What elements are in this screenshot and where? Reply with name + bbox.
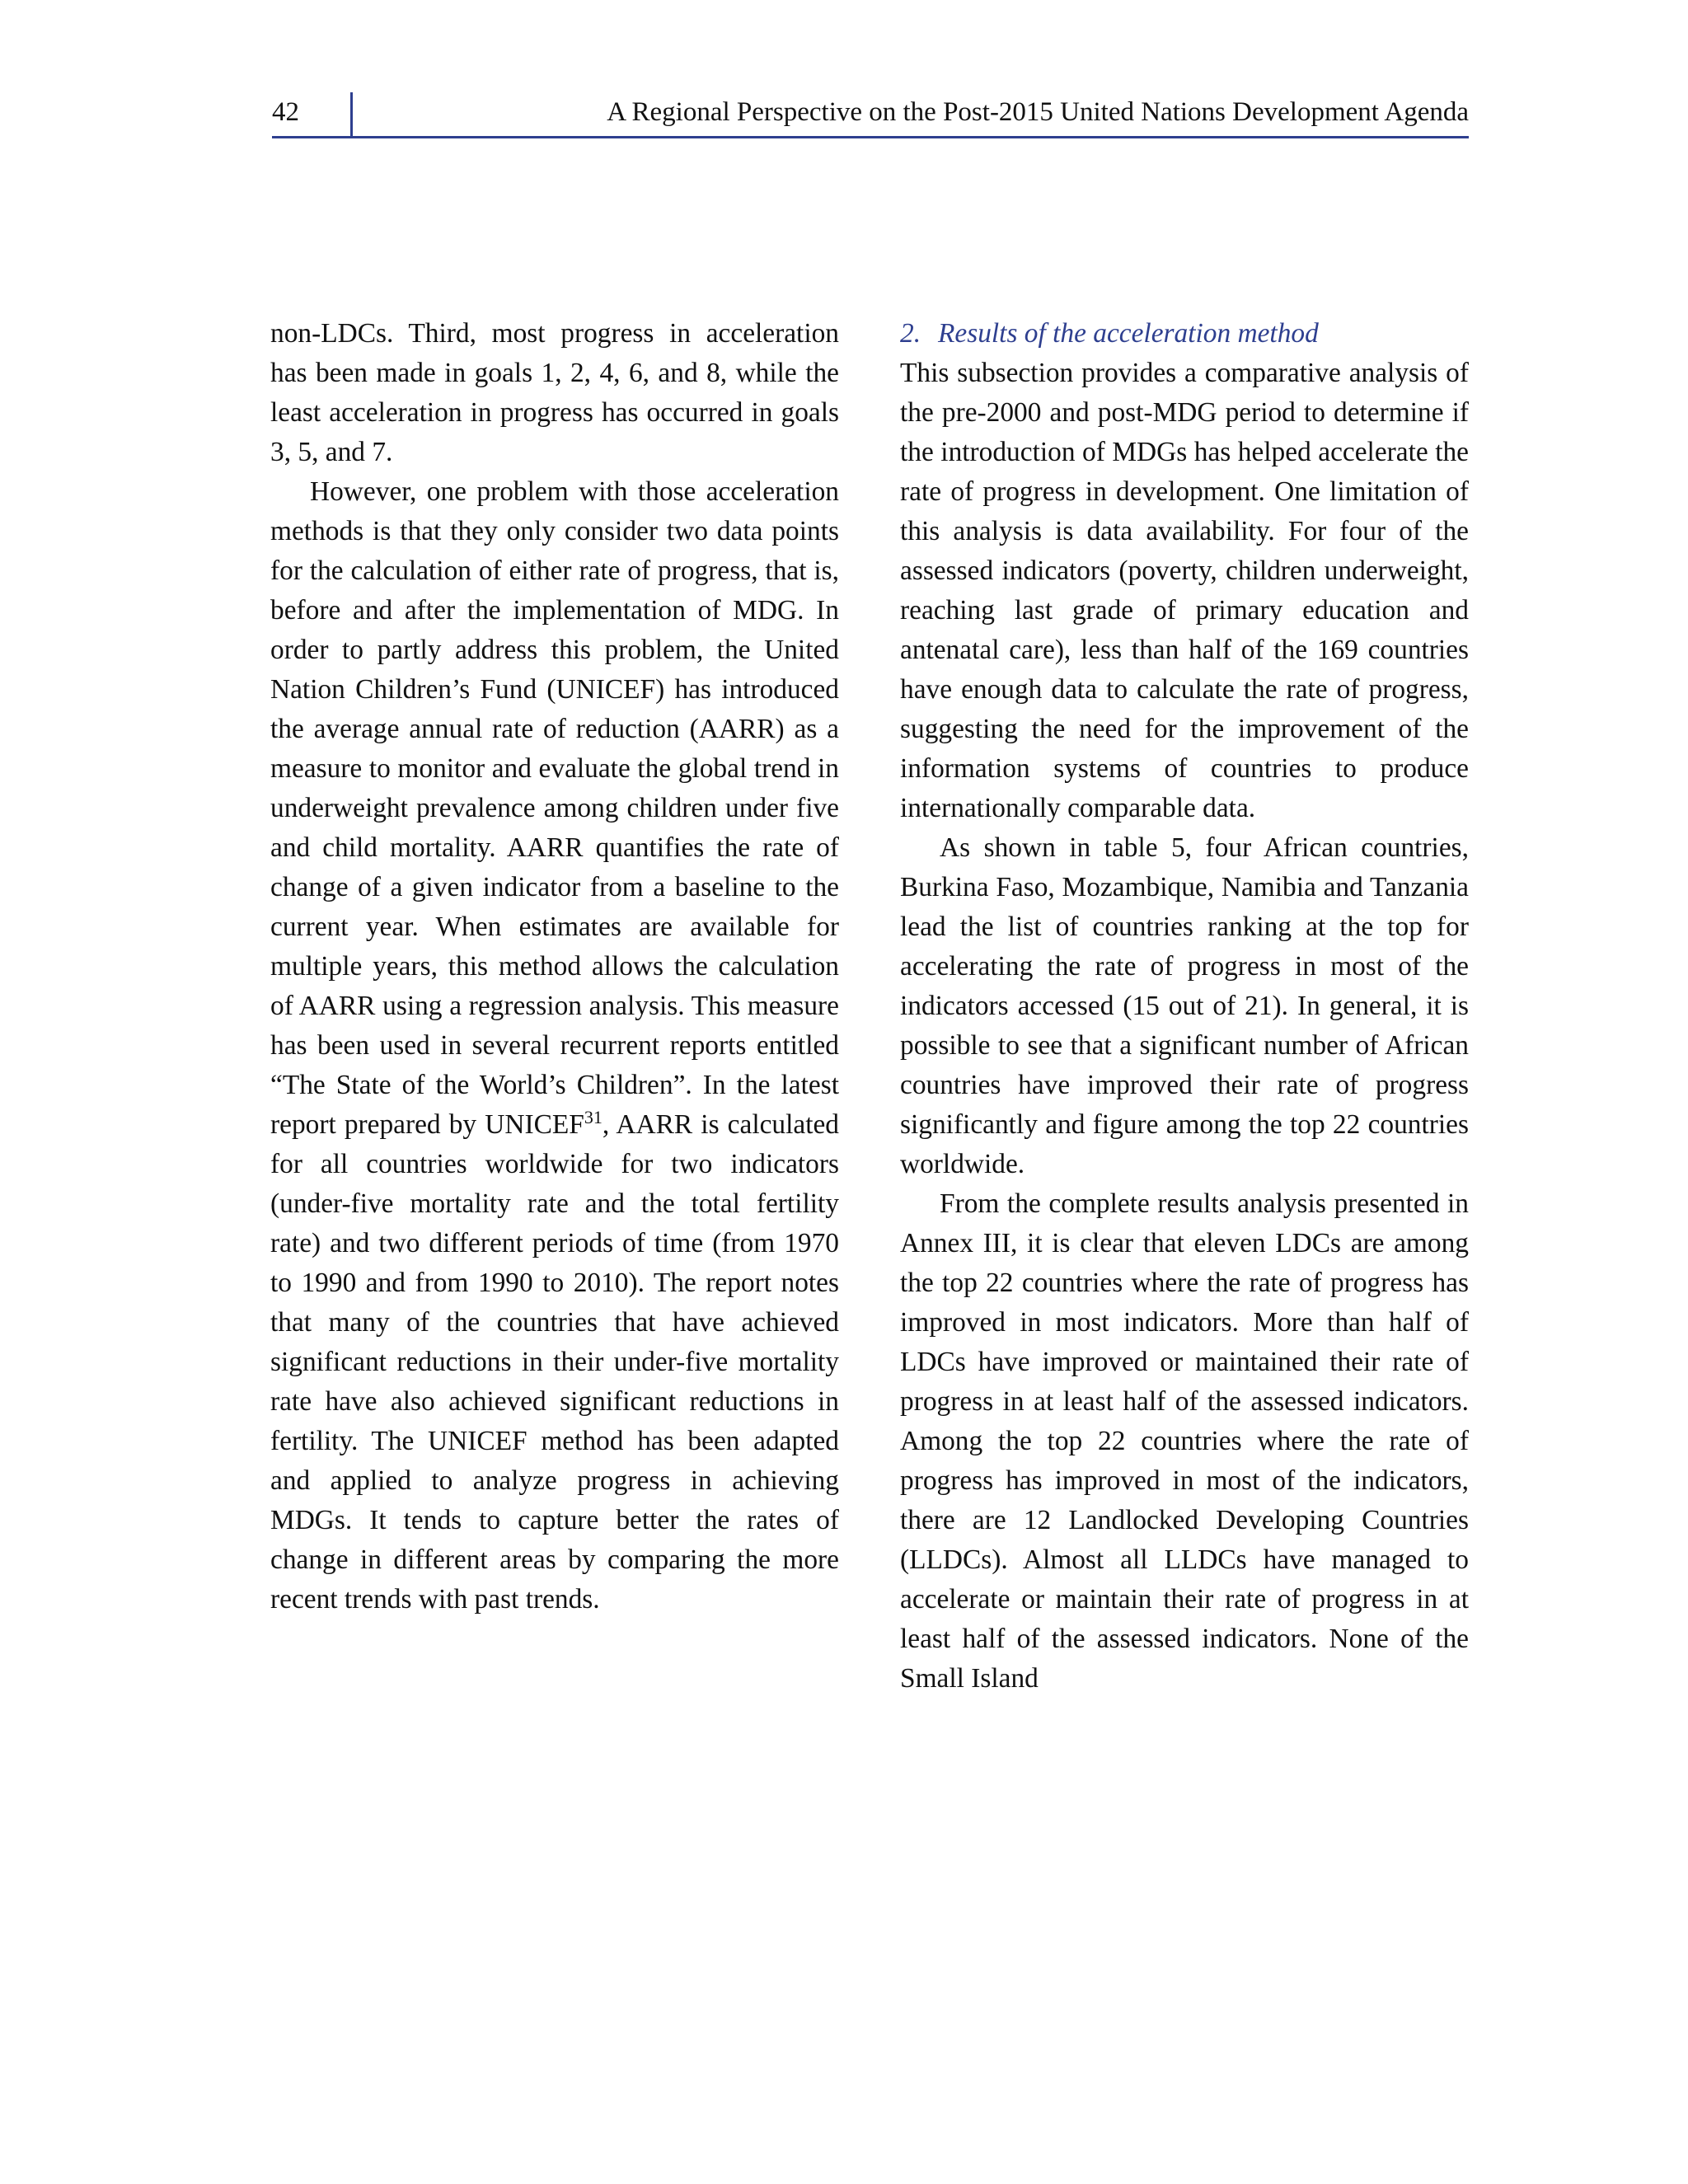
header-divider (350, 92, 353, 136)
paragraph: From the complete results analysis presented in Annex III, it is clear that eleven LDCs are among the top 22 countries where the rate of progress has improved in most indicators. More than half of LDCs have improved or maintained their rate of progress in at least half of the assessed indicators. Among the top 22 countries where the rate of progress has improved in most of the indicators, there are 12 Landlocked Developing Countries (LLDCs). Almost all LLDCs have managed to accelerate or maintain their rate of progress in at least half of the assessed indicators. None of the Small Island (900, 1188, 1469, 1694)
footnote-reference: 31 (584, 1106, 603, 1127)
paragraph: This subsection provides a comparative analysis of the pre-2000 and post-MDG period to determine if the introduction of MDGs has helped accelerate the rate of progress in development. One limitation of this analysis is data availability. For four of the assessed indicators (poverty, children underweight, reaching last grade of primary education and antenatal care), less than half of the 169 countries have enough data to calculate the rate of progress, suggesting the need for the improvement of the information systems of countries to produce internationally comparable data. (900, 358, 1469, 823)
paragraph (270, 472, 839, 1619)
paragraph: non-LDCs. Third, most progress in acceleration has been made in goals 1, 2, 4, 6, and 8, while the least acceleration in progress has occurred in goals 3, 5, and 7. (270, 318, 839, 467)
section-number: 2. (900, 318, 921, 349)
right-column (900, 314, 1469, 1699)
paragraph-text: However, one problem with those acceleration methods is that they only consider two data points for the calculation of either rate of progress, that is, before and after the implementation of MDG. In order to partly address this problem, the United Nation Children’s Fund (UNICEF) has introduced the average annual rate of reduction (AARR) as a measure to monitor and evaluate the global trend in underweight prevalence among children under five and child mortality. AARR quantifies the rate of change of a given indicator from a baseline to the current year. When estimates are available for multiple years, this method allows the calculation of AARR using a regression analysis. This measure has been used in several recurrent reports entitled “The State of the World’s Children”. In the latest report prepared by UNICEF (270, 476, 839, 1140)
running-title: A Regional Perspective on the Post-2015 United Nations Development Agenda (607, 97, 1469, 127)
left-column (270, 314, 839, 1619)
page-header (272, 92, 1469, 138)
paragraph-text: , AARR is calculated for all countries worldwide for two indicators (under-five mortality rate and the total fertility rate) and two different periods of time (from 1970 to 1990 and from 1990 to 2010). The report notes that many of the countries that have achieved significant reductions in their under-five mortality rate have also achieved significant reductions in fertility. The UNICEF method has been adapted and applied to analyze progress in achieving MDGs. It tends to capture better the rates of change in different areas by comparing the more recent trends with past trends. (270, 1109, 839, 1615)
paragraph: As shown in table 5, four African countries, Burkina Faso, Mozambique, Namibia and Tanzania lead the list of countries ranking at the top for accelerating the rate of progress in most of the indicators accessed (15 out of 21). In general, it is possible to see that a significant number of African countries have improved their rate of progress significantly and figure among the top 22 countries worldwide. (900, 832, 1469, 1179)
page-number: 42 (272, 97, 299, 127)
header-rule (272, 136, 1469, 138)
section-heading (900, 314, 1469, 354)
section-title: Results of the acceleration method (938, 318, 1319, 349)
